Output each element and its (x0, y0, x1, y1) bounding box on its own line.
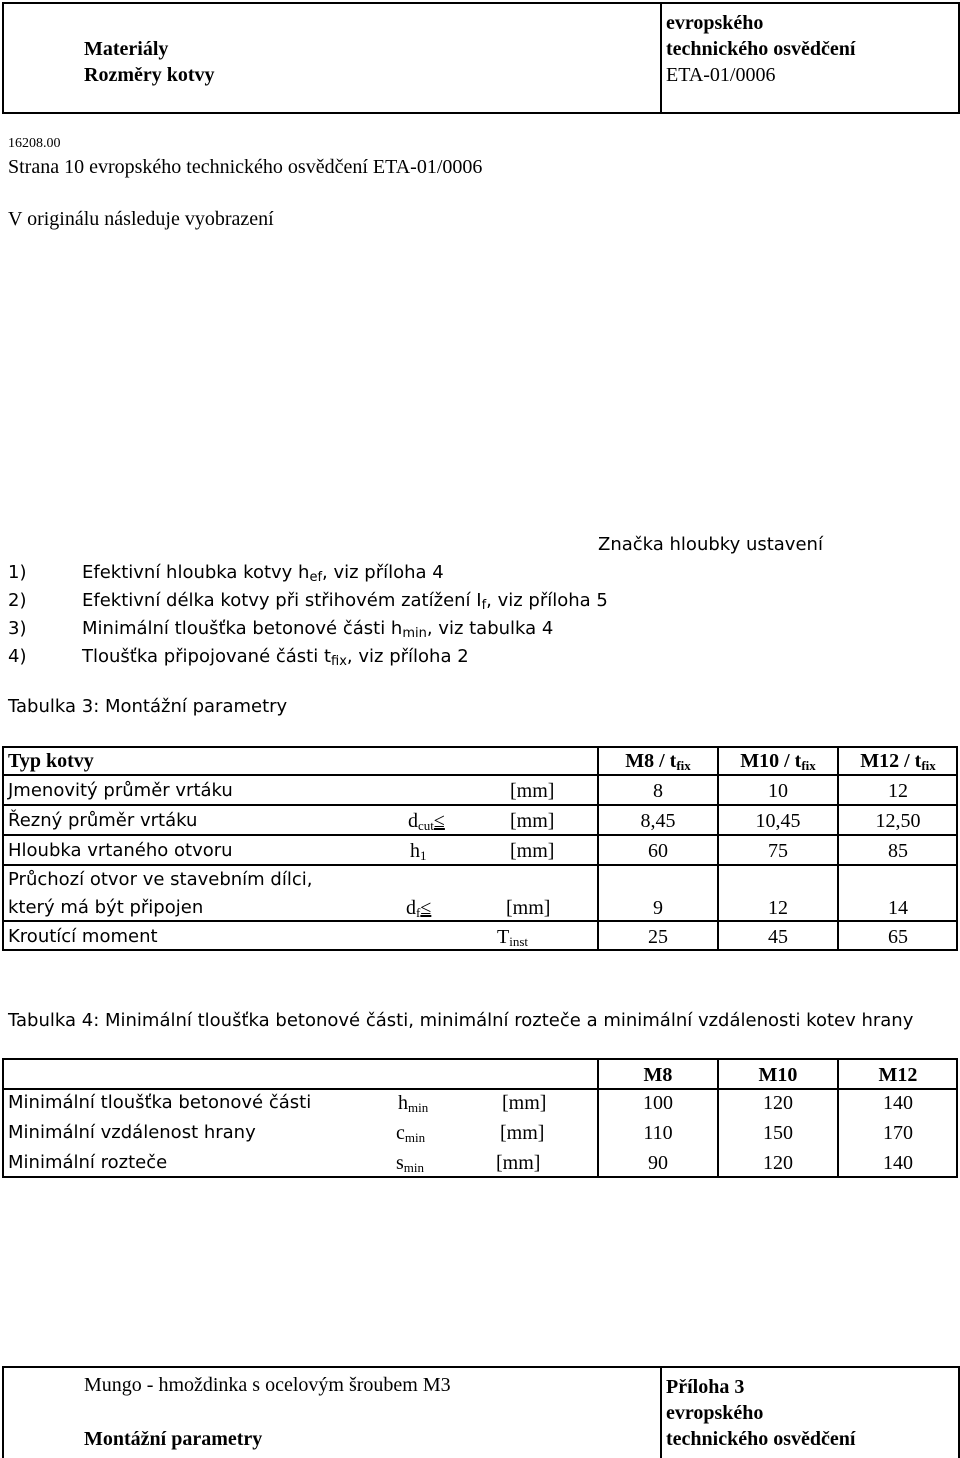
table-rule (2, 774, 958, 776)
table3-cell: 14 (888, 897, 908, 919)
table3-row-unit: [mm] (510, 840, 555, 862)
table3-row-label: Jmenovitý průměr vrtáku (8, 780, 233, 801)
header-divider (660, 4, 662, 112)
table3-header-m12 (838, 750, 958, 773)
table3-row-symbol (497, 926, 528, 949)
table4-row-unit: [mm] (496, 1152, 541, 1174)
table3-cell: 10,45 (755, 810, 801, 832)
table4-cell: 170 (883, 1122, 913, 1144)
table-rule (2, 834, 958, 836)
table3-row-unit: [mm] (506, 897, 551, 919)
legend-number: 3) (8, 618, 27, 639)
table3-cell: 65 (888, 926, 908, 948)
symbol-subscript: cut (418, 818, 434, 833)
table4-cell: 120 (763, 1092, 793, 1114)
page-reference: Strana 10 evropského technického osvědčení ETA-01/0006 (8, 156, 483, 178)
legend-tail: , viz tabulka 4 (426, 618, 554, 639)
table4-cell: 100 (643, 1092, 673, 1114)
legend-item (8, 590, 608, 618)
symbol: h (410, 840, 420, 862)
table4-row-symbol (398, 1092, 428, 1115)
symbol-subscript: min (403, 1160, 425, 1175)
table4 (0, 1058, 960, 1178)
table3-cell: 9 (653, 897, 663, 919)
legend-subscript: ef (309, 570, 323, 585)
symbol: h (398, 1092, 408, 1114)
table3-cell: 12,50 (875, 810, 921, 832)
header-right-line2: technického osvědčení (666, 38, 856, 60)
legend-tail: , viz příloha 2 (346, 646, 469, 667)
table4-cell: 90 (648, 1152, 668, 1174)
legend-item (8, 562, 608, 590)
table-rule (2, 1058, 958, 1060)
symbol-subscript: 1 (420, 848, 427, 863)
symbol: T (497, 926, 510, 948)
table-rule (2, 920, 958, 922)
legend-item (8, 618, 608, 646)
figure-caption: Značka hloubky ustavení (598, 534, 823, 555)
header-title: Materiály (84, 38, 169, 60)
symbol-subscript: inst (509, 934, 529, 949)
header-eta-number: ETA-01/0006 (666, 64, 776, 86)
table3-cell: 85 (888, 840, 908, 862)
table4-cell: 120 (763, 1152, 793, 1174)
table3-cell: 75 (768, 840, 788, 862)
footer-right-line2: technického osvědčení (666, 1428, 856, 1450)
table4-cell: 140 (883, 1152, 913, 1174)
table4-row-label: Minimální tloušťka betonové části (8, 1092, 312, 1113)
legend-number: 4) (8, 646, 27, 667)
table4-cell: 150 (763, 1122, 793, 1144)
table4-row-unit: [mm] (500, 1122, 545, 1144)
table4-row-symbol (396, 1152, 424, 1175)
legend-item (8, 646, 608, 674)
legend-number: 1) (8, 562, 27, 583)
table-rule (2, 746, 958, 748)
footer-divider (660, 1368, 662, 1458)
table3-cell: 25 (648, 926, 668, 948)
header-label: M10 / t (740, 750, 802, 772)
symbol: d (406, 897, 416, 919)
table4-header-m10: M10 (758, 1064, 798, 1086)
table3-row-unit: [mm] (510, 810, 555, 832)
table-rule (2, 1088, 958, 1090)
table3-row-label: Kroutící moment (8, 926, 158, 947)
symbol-subscript: min (404, 1130, 426, 1145)
table3-row-label: Hloubka vrtaného otvoru (8, 840, 233, 861)
footer-section: Montážní parametry (84, 1428, 263, 1450)
legend-text: Efektivní hloubka kotvy h (82, 562, 310, 583)
header-subscript: fix (801, 758, 816, 773)
legend-number: 2) (8, 590, 27, 611)
table-rule (2, 864, 958, 866)
footer-right (666, 1374, 855, 1452)
footer-box (2, 1366, 960, 1458)
header-box (2, 2, 960, 114)
table-border (2, 1058, 4, 1178)
table3-row-label: Řezný průměr vrtáku (8, 810, 198, 831)
table-border (2, 746, 4, 951)
table4-title: Tabulka 4: Minimální tloušťka betonové části, minimální rozteče a minimální vzdálenosti kotev hrany (8, 1010, 914, 1031)
symbol-suffix: ≤ (420, 897, 432, 919)
table3-row-symbol (408, 810, 445, 833)
table3-header-m10 (718, 750, 838, 773)
legend-subscript: fix (331, 654, 347, 669)
legend-text: Efektivní délka kotvy při střihovém zatížení I (82, 590, 482, 611)
table4-header-m8: M8 (643, 1064, 673, 1086)
table3-row-label: který má být připojen (8, 897, 204, 918)
legend-tail: , viz příloha 4 (322, 562, 444, 583)
table3-row-label-line1: Průchozí otvor ve stavebním dílci, (8, 869, 313, 890)
table3-row-unit: [mm] (510, 780, 555, 802)
footer-right-line1: evropského (666, 1402, 764, 1424)
legend-subscript: f (481, 598, 487, 613)
header-label: M12 / t (860, 750, 922, 772)
table4-row-label: Minimální vzdálenost hrany (8, 1122, 256, 1143)
legend-list (8, 562, 608, 674)
table-rule (2, 804, 958, 806)
header-label: M8 / t (625, 750, 677, 772)
table4-row-label: Minimální rozteče (8, 1152, 168, 1173)
legend-subscript: min (402, 626, 427, 641)
table3-header-m8 (598, 750, 718, 773)
symbol-suffix: ≤ (433, 810, 445, 832)
table-rule (2, 1176, 958, 1178)
symbol-subscript: min (408, 1100, 429, 1115)
symbol: d (408, 810, 418, 832)
figure-note: V originálu následuje vyobrazení (8, 208, 274, 230)
header-right-line1: evropského (666, 12, 764, 34)
header-right (666, 10, 855, 88)
footer-product: Mungo - hmoždinka s ocelovým šroubem M3 (84, 1374, 451, 1396)
table4-header-m12: M12 (878, 1064, 918, 1086)
symbol: s (396, 1152, 404, 1174)
table3 (0, 746, 960, 951)
table3-cell: 8 (653, 780, 663, 802)
header-subtitle: Rozměry kotvy (84, 64, 215, 86)
footer-annex: Příloha 3 (666, 1376, 745, 1398)
symbol: c (396, 1122, 405, 1144)
table3-title: Tabulka 3: Montážní parametry (8, 696, 288, 717)
legend-tail: , viz příloha 5 (486, 590, 608, 611)
table3-cell: 60 (648, 840, 668, 862)
legend-text: Minimální tloušťka betonové části h (82, 618, 403, 639)
table3-cell: 8,45 (640, 810, 676, 832)
header-left (84, 36, 215, 88)
table-rule (2, 949, 958, 951)
legend-text: Tloušťka připojované části t (82, 646, 332, 667)
table4-cell: 110 (643, 1122, 673, 1144)
table4-cell: 140 (883, 1092, 913, 1114)
table3-row-symbol (406, 897, 431, 920)
table3-row-symbol (410, 840, 427, 863)
table3-cell: 12 (768, 897, 788, 919)
table4-row-symbol (396, 1122, 425, 1145)
table3-header-type: Typ kotvy (8, 750, 94, 772)
header-subscript: fix (676, 758, 691, 773)
table3-cell: 10 (768, 780, 788, 802)
document-code: 16208.00 (8, 136, 61, 151)
table3-cell: 45 (768, 926, 788, 948)
table4-row-unit: [mm] (502, 1092, 547, 1114)
symbol-subscript: f (416, 905, 421, 920)
table3-cell: 12 (888, 780, 908, 802)
header-subscript: fix (921, 758, 936, 773)
